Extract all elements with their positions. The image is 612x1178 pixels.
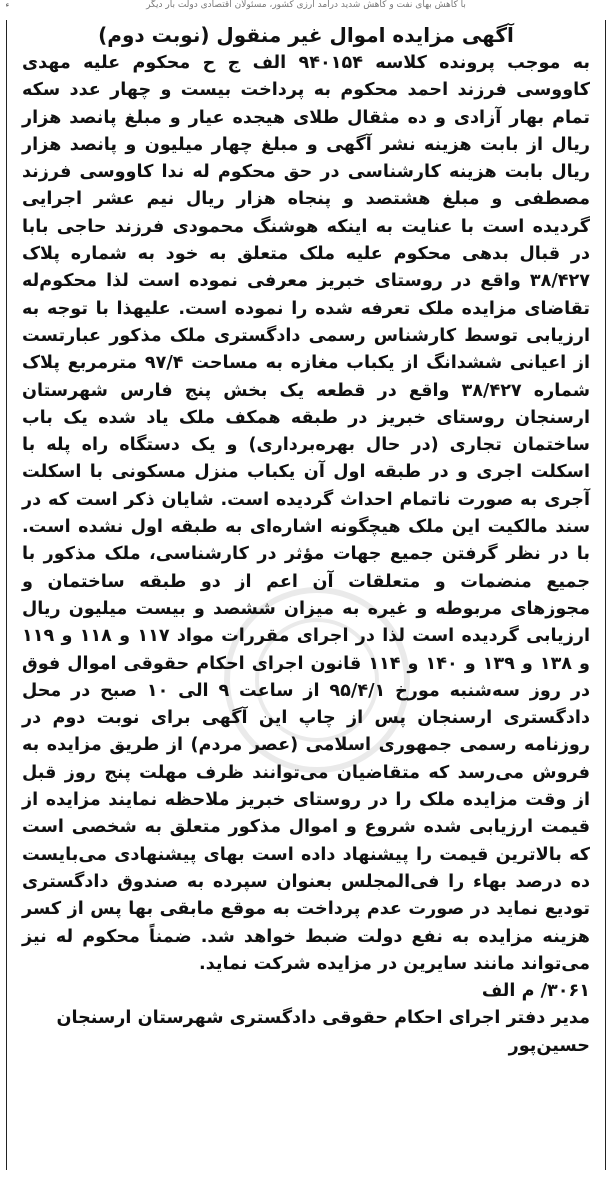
ad-signature-title: مدیر دفتر اجرای احکام حقوقی دادگستری شهرستان ارسنجان [56, 1008, 590, 1029]
ad-notice [22, 22, 590, 1060]
ad-signer-name: حسین‌پور [508, 1035, 590, 1056]
ad-body-text: به موجب پرونده کلاسه ۹۴۰۱۵۴ الف ج ح محکوم علیه مهدی کاووسی فرزند احمد محکوم به پرداخت بیست و چهار عدد سکه تمام بهار آزادی و ده مثقال طلای هیجده عیار و مبلغ پانصد هزار ریال از بابت هزینه نشر آگهی و مبلغ چهار میلیون و پانصد هزار ریال بابت هزینه کارشناسی در حق محکوم له ندا کاووسی فرزند مصطفی و مبلغ هشتصد و پنجاه هزار ریال نیم عشر اجرایی گردیده است با عنایت به اینکه هوشنگ محمودی فرزند حاجی بابا در قبال بدهی محکوم علیه ملک متعلق به خود به شماره پلاک ۳۸/۴۲۷ واقع در روستای خبریز معرفی نموده است لذا محکوم‌له تقاضای مزایده ملک تعرفه شده را نموده است. علیهذا با توجه به ارزیابی توسط کارشناس رسمی دادگستری ملک مذکور عبارتست از اعیانی ششدانگ از یکباب مغازه به مساحت ۹۷/۴ مترمربع پلاک شماره ۳۸/۴۲۷ واقع در قطعه یک بخش پنج فارس شهرستان ارسنجان روستای خبریز در طبقه همکف ملک یاد شده یک باب ساختمان تجاری (در حال بهره‌برداری) و یک دستگاه راه پله با اسکلت اجری و در طبقه اول آن یکباب منزل مسکونی با اسکلت آجری به صورت ناتمام احداث گردیده است. شایان ذکر است که در سند مالکیت این ملک هیچگونه اشاره‌ای به طبقه اول نشده است. با در نظر گرفتن جمیع جهات مؤثر در کارشناسی، ملک مذکور با جمیع منضمات و متعلقات آن اعم از دو طبقه ساختمان و مجوزهای مربوطه و غیره به میزان ششصد و بیست میلیون ریال ارزیابی گردیده است لذا در اجرای مقررات مواد ۱۱۷ و ۱۱۸ و ۱۱۹ و ۱۳۸ و ۱۳۹ و ۱۴۰ و ۱۱۴ قانون اجرای احکام حقوقی اموال فوق در روز سه‌شنبه مورخ ۹۵/۴/۱ از ساعت ۹ الی ۱۰ صبح در محل دادگستری ارسنجان پس از چاپ این آگهی برای نوبت دوم در روزنامه رسمی جمهوری اسلامی (عصر مردم) از طریق مزایده به فروش می‌رسد که متقاضیان می‌توانند ظرف مهلت پنج روز قبل از وقت مزایده ملک را در روستای خبریز ملاحظه نمایند مزایده از قیمت ارزیابی شده شروع و اموال مذکور متعلق به شخصی است که بالاترین قیمت را پیشنهاد داده است بهای پیشنهادی می‌بایست ده درصد بهاء را فی‌المجلس بعنوان سپرده به صندوق دادگستری تودیع نماید در صورت عدم پرداخت به موقع مابقی بها پس از کسر هزینه مزایده به نفع دولت ضبط خواهد شد. ضمناً محکوم له نیز می‌تواند مانند سایرین در مزایده شرکت نماید. [22, 53, 591, 974]
ad-reference-number: ۳۰۶۱/ م الف [481, 981, 590, 1002]
ad-title: آگهی مزایده اموال غیر منقول (نوبت دوم) [98, 23, 514, 47]
top-page-fragment: با کاهش بهای نفت و کاهش شدید درآمد ارزی کشور، مسئولان اقتصادی دولت بار دیگر [146, 0, 466, 10]
